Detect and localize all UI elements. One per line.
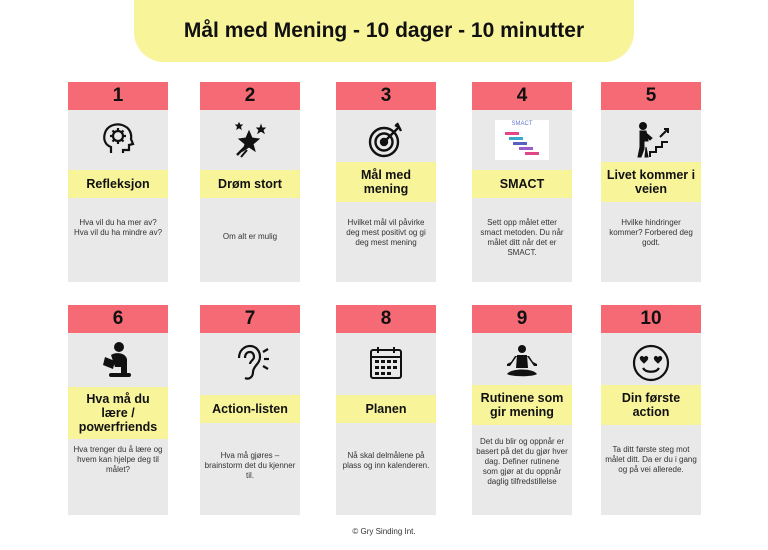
meditation-icon xyxy=(501,342,543,384)
calendar-icon xyxy=(365,342,407,384)
person-climbing-stairs-icon xyxy=(630,119,672,161)
day-card-6 xyxy=(68,305,168,515)
day-card-8 xyxy=(336,305,436,515)
day-label: Din første action xyxy=(601,385,701,425)
day-description: Ta ditt første steg mot målet ditt. Da er du i gang og på vei allerede. xyxy=(605,445,697,474)
day-label: Refleksjon xyxy=(68,170,168,198)
day-description: Hvilke hindringer kommer? Forbered deg godt. xyxy=(609,218,693,247)
day-number: 9 xyxy=(472,305,572,333)
day-card-9 xyxy=(472,305,572,515)
day-card-1 xyxy=(68,82,168,282)
ear-listening-icon xyxy=(229,342,271,384)
person-reading-icon xyxy=(97,339,139,381)
day-number: 3 xyxy=(336,82,436,110)
day-card-5 xyxy=(601,82,701,282)
day-label: Drøm stort xyxy=(200,170,300,198)
day-description: Hvilket mål vil påvirke deg mest positivt og gi deg mest mening xyxy=(346,218,426,247)
day-label: Hva må du lære / powerfriends xyxy=(68,387,168,439)
day-number: 6 xyxy=(68,305,168,333)
day-description: Hva må gjøres – brainstorm det du kjenner til. xyxy=(204,451,296,480)
smact-diagram-title: SMACT xyxy=(511,121,533,127)
copyright-footer: © Gry Sinding Int. xyxy=(352,527,416,536)
day-label: Mål med mening xyxy=(336,162,436,202)
day-description: Hva vil du ha mer av? Hva vil du ha mindre av? xyxy=(73,218,163,237)
shooting-stars-icon xyxy=(229,119,271,161)
day-label: Rutinene som gir mening xyxy=(472,385,572,425)
day-label: Livet kommer i veien xyxy=(601,162,701,202)
day-card-7 xyxy=(200,305,300,515)
day-number: 1 xyxy=(68,82,168,110)
day-description: Sett opp målet etter smact metoden. Du når målet ditt når det er SMACT. xyxy=(480,218,564,257)
target-arrow-icon xyxy=(365,119,407,161)
day-description: Hva trenger du å lære og hvem kan hjelpe deg til målet? xyxy=(73,445,163,474)
day-label: Action-listen xyxy=(200,395,300,423)
day-label: Planen xyxy=(336,395,436,423)
day-label: SMACT xyxy=(472,170,572,198)
day-card-4 xyxy=(472,82,572,282)
day-number: 4 xyxy=(472,82,572,110)
head-reflection-icon xyxy=(97,119,139,161)
smact-diagram-icon xyxy=(495,120,549,160)
day-number: 5 xyxy=(601,82,701,110)
day-number: 7 xyxy=(200,305,300,333)
day-description: Nå skal delmålene på plass og inn kalenderen. xyxy=(342,451,430,470)
day-description: Det du blir og oppnår er basert på det du gjør hver dag. Definer rutinene som gjør at du oppnår daglig tilfredstillelse xyxy=(476,437,568,486)
day-card-3 xyxy=(336,82,436,282)
smiley-heart-eyes-icon xyxy=(630,342,672,384)
day-number: 2 xyxy=(200,82,300,110)
day-card-2 xyxy=(200,82,300,282)
day-card-10 xyxy=(601,305,701,515)
day-number: 8 xyxy=(336,305,436,333)
day-number: 10 xyxy=(601,305,701,333)
page-title: Mål med Mening - 10 dager - 10 minutter xyxy=(134,0,634,62)
day-description: Om alt er mulig xyxy=(222,232,278,241)
